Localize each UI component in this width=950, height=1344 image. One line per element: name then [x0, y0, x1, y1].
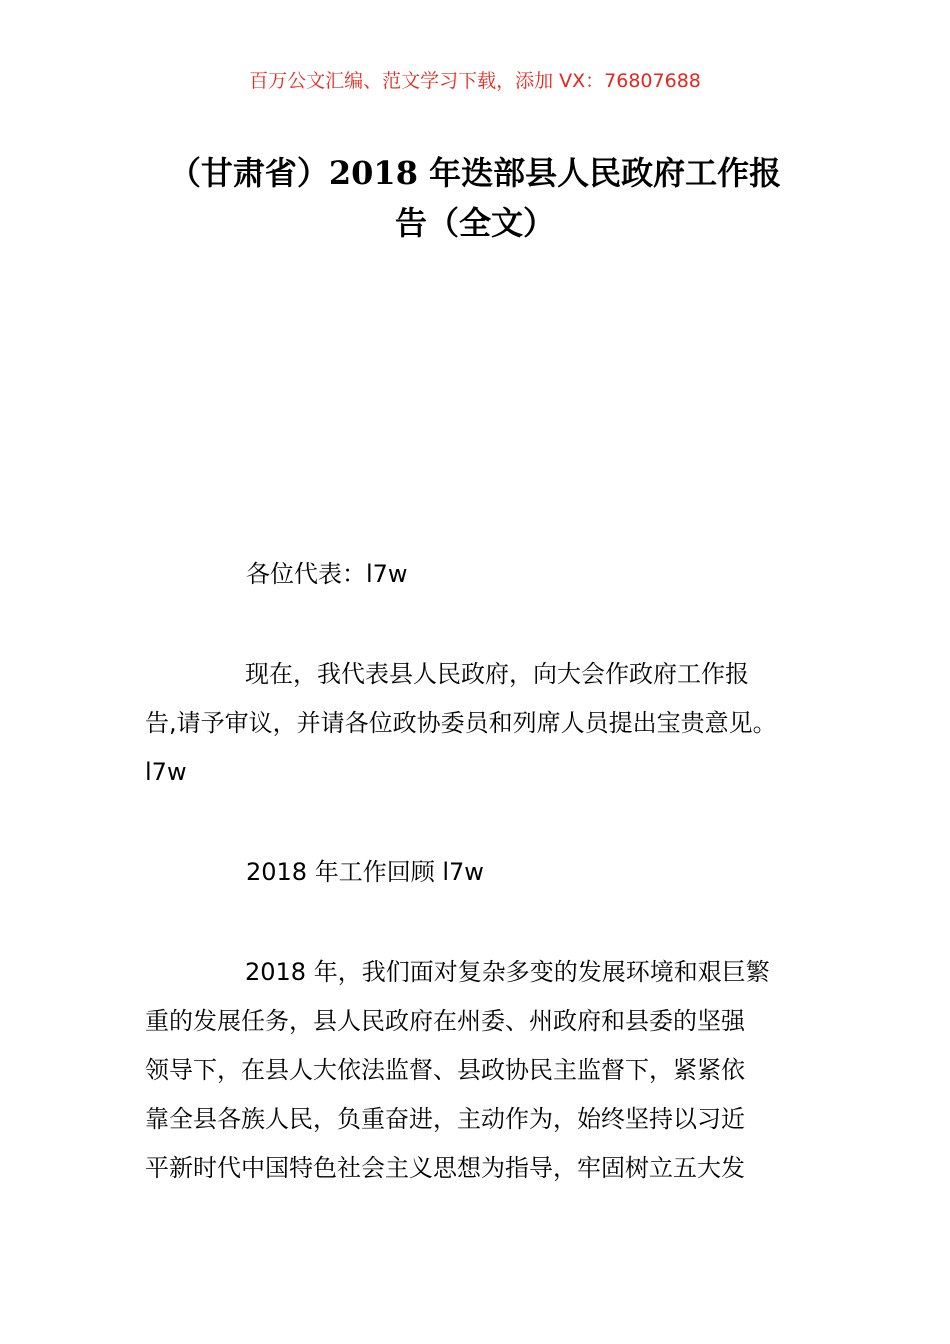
intro-paragraph [145, 650, 815, 797]
review-paragraph [145, 948, 815, 1193]
header-note: 百万公文汇编、范文学习下载，添加 VX：76807688 [249, 70, 701, 92]
intro-line-3: l7w [145, 758, 187, 786]
salutation-paragraph [246, 550, 806, 599]
salutation-text: 各位代表：l7w [246, 560, 408, 588]
review-line-2: 重的发展任务，县人民政府在州委、州政府和县委的坚强 [145, 1007, 745, 1035]
review-line-4: 靠全县各族人民，负重奋进，主动作为，始终坚持以习近 [145, 1105, 745, 1133]
title-line-2: 告（全文） [394, 204, 555, 242]
title-line-1: （甘肃省）2018 年迭部县人民政府工作报 [168, 154, 782, 192]
intro-line-2: 告,请予审议，并请各位政协委员和列席人员提出宝贵意见。 [145, 709, 777, 737]
review-line-1: 2018 年，我们面对复杂多变的发展环境和艰巨繁 [245, 958, 770, 986]
section-heading [246, 848, 806, 897]
review-line-3: 领导下，在县人大依法监督、县政协民主监督下，紧紧依 [145, 1056, 745, 1084]
document-title [120, 148, 830, 248]
review-line-5: 平新时代中国特色社会主义思想为指导，牢固树立五大发 [145, 1154, 745, 1182]
section-heading-text: 2018 年工作回顾 l7w [246, 858, 484, 886]
intro-line-1: 现在，我代表县人民政府，向大会作政府工作报 [245, 660, 749, 688]
